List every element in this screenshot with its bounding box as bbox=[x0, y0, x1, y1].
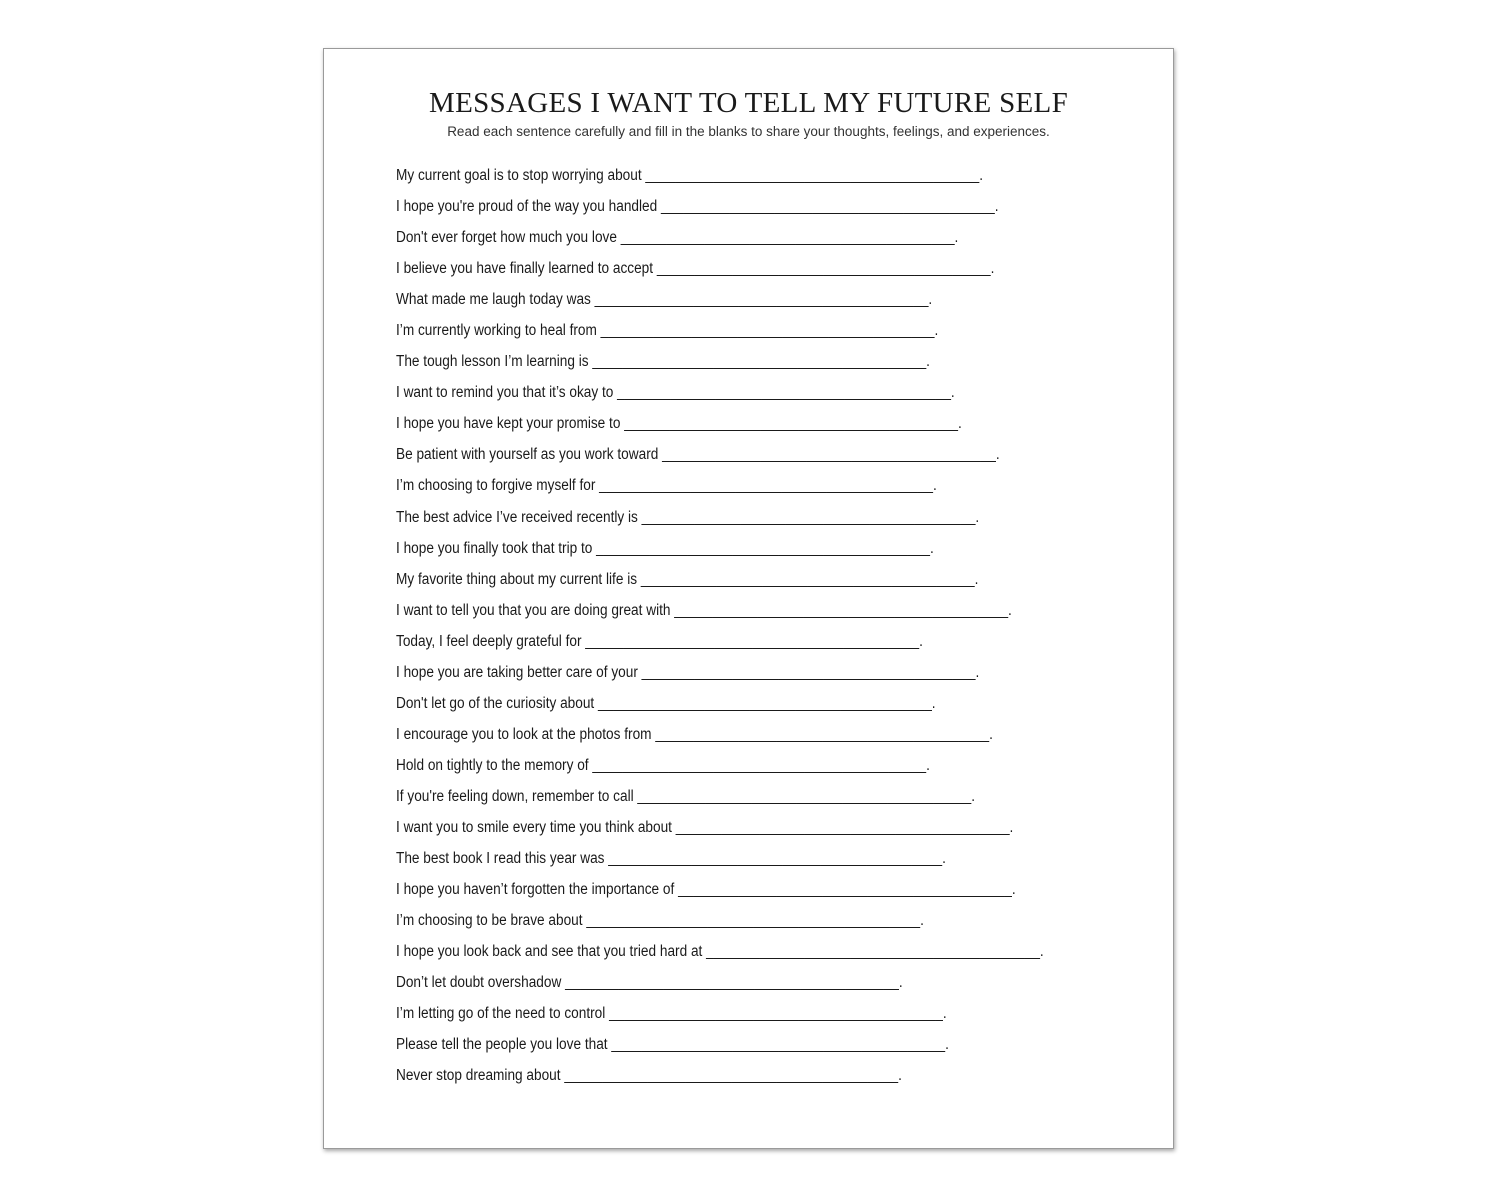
prompt-line: Today, I feel deeply grateful for ____________________________________________. bbox=[396, 632, 923, 650]
prompt-line: Please tell the people you love that ____________________________________________. bbox=[396, 1036, 949, 1054]
prompt-line: If you're feeling down, remember to call ____________________________________________. bbox=[396, 787, 975, 805]
prompt-line: Don't ever forget how much you love ____________________________________________. bbox=[396, 229, 959, 247]
prompt-line: The best book I read this year was ____________________________________________. bbox=[396, 850, 946, 868]
prompt-line: My current goal is to stop worrying about ____________________________________________. bbox=[396, 167, 984, 184]
prompt-line: I hope you haven’t forgotten the importance of ____________________________________________. bbox=[396, 881, 1016, 899]
prompt-line: I believe you have finally learned to accept ____________________________________________. bbox=[396, 260, 995, 278]
prompt-line: Hold on tightly to the memory of ____________________________________________. bbox=[396, 756, 930, 774]
prompt-line: I hope you have kept your promise to ____________________________________________. bbox=[396, 415, 962, 433]
prompt-line: My favorite thing about my current life is ____________________________________________. bbox=[396, 570, 979, 588]
prompt-line: I hope you finally took that trip to ____________________________________________. bbox=[396, 539, 934, 557]
prompt-line: Don’t let doubt overshadow ____________________________________________. bbox=[396, 974, 903, 992]
prompt-line: I’m currently working to heal from ____________________________________________. bbox=[396, 322, 939, 340]
prompt-line: I hope you are taking better care of your ____________________________________________. bbox=[396, 663, 980, 681]
prompt-line: What made me laugh today was ____________________________________________. bbox=[396, 291, 933, 309]
prompt-line: Never stop dreaming about ____________________________________________. bbox=[396, 1067, 902, 1085]
prompt-line: I want to remind you that it’s okay to ____________________________________________. bbox=[396, 384, 955, 402]
prompt-line: I’m choosing to forgive myself for ____________________________________________. bbox=[396, 477, 937, 495]
prompt-line: The best advice I’ve received recently is ____________________________________________. bbox=[396, 508, 980, 526]
worksheet-instructions: Read each sentence carefully and fill in the blanks to share your thoughts, feelings, and experiences. bbox=[447, 124, 1050, 139]
prompt-line: I encourage you to look at the photos from ____________________________________________. bbox=[396, 725, 993, 743]
worksheet-page bbox=[323, 48, 1174, 1149]
prompt-list bbox=[396, 164, 1132, 1095]
prompt-line: I’m choosing to be brave about ____________________________________________. bbox=[396, 912, 924, 930]
prompt-line: Don't let go of the curiosity about ____________________________________________. bbox=[396, 694, 936, 712]
prompt-line: I want to tell you that you are doing great with ____________________________________________. bbox=[396, 601, 1012, 619]
prompt-line: I hope you're proud of the way you handled ____________________________________________. bbox=[396, 198, 999, 216]
prompt-line: I hope you look back and see that you tried hard at ____________________________________________. bbox=[396, 943, 1044, 961]
worksheet-title: MESSAGES I WANT TO TELL MY FUTURE SELF bbox=[429, 87, 1068, 119]
prompt-line: Be patient with yourself as you work toward ____________________________________________. bbox=[396, 446, 1000, 464]
prompt-line: I’m letting go of the need to control ____________________________________________. bbox=[396, 1005, 947, 1023]
prompt-line: I want you to smile every time you think about ____________________________________________. bbox=[396, 818, 1014, 836]
prompt-line: The tough lesson I’m learning is ____________________________________________. bbox=[396, 353, 930, 371]
